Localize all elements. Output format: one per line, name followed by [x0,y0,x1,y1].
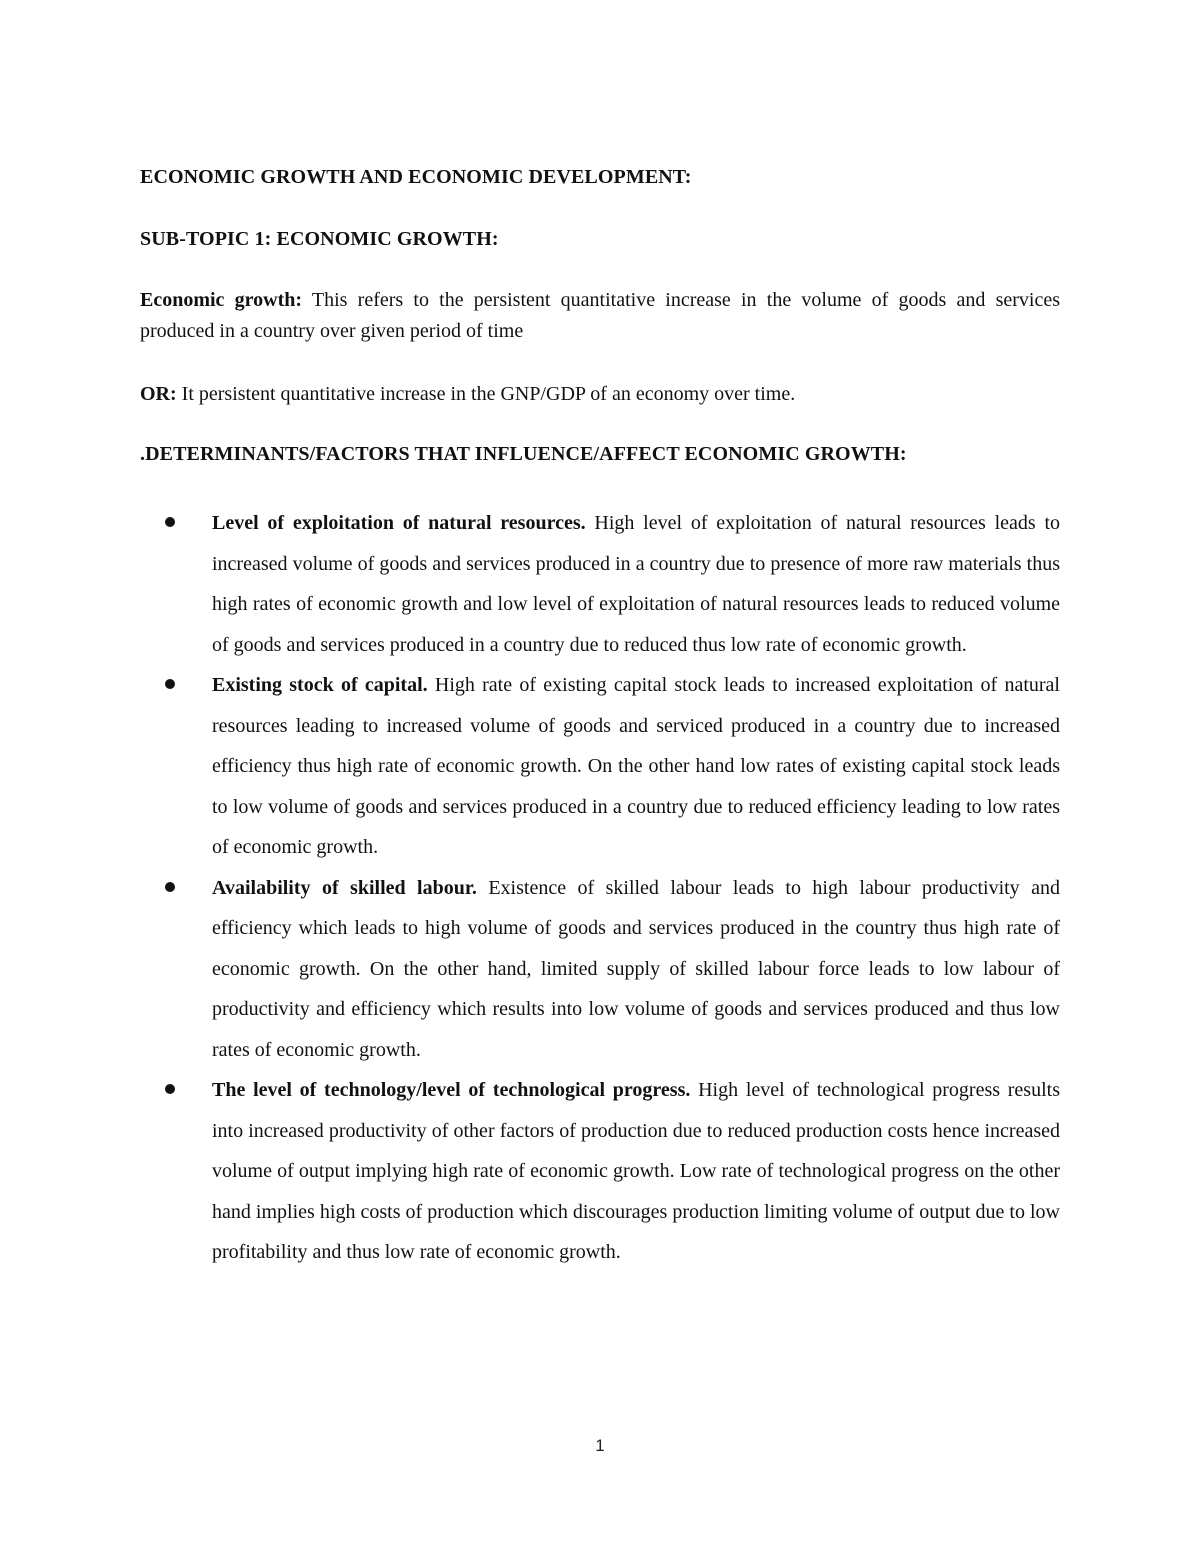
factor-title: Level of exploitation of natural resources. [212,512,586,534]
definition-term: Economic growth: [140,289,303,311]
bullet-icon [165,882,175,892]
list-item [140,868,1060,1071]
factor-text: High level of exploitation of natural resources leads to increased volume of goods and services produced in a country due to presence of more raw materials thus high rates of economic growth and low level of exploitation of natural resources leads to reduced volume of goods and services produced in a country due to reduced thus low rate of economic growth. [212,512,1061,656]
page-number: 1 [595,1436,605,1455]
definition-paragraph [140,285,1060,347]
alternative-text: It persistent quantitative increase in the GNP/GDP of an economy over time. [176,383,796,405]
list-item [140,503,1060,665]
alternative-term: OR: [140,383,177,405]
determinants-heading: .DETERMINANTS/FACTORS THAT INFLUENCE/AFFECT ECONOMIC GROWTH: [140,443,907,465]
factor-text: High rate of existing capital stock leads to increased exploitation of natural resources leading to increased volume of goods and serviced produced in a country due to increased efficiency thus high rate of economic growth. On the other hand low rates of existing capital stock leads to low volume of goods and services produced in a country due to reduced efficiency leading to low rates of economic growth. [212,674,1060,858]
factor-title: Availability of skilled labour. [212,876,477,899]
list-item [140,1070,1060,1273]
bullet-icon [165,1084,175,1094]
list-item [140,665,1060,868]
subtopic-heading: SUB-TOPIC 1: ECONOMIC GROWTH: [140,228,499,250]
determinants-list [140,503,1060,1273]
definition-text: This refers to the persistent quantitative increase in the volume of goods and services produced in a country over given period of time [140,289,1060,342]
document-title: ECONOMIC GROWTH AND ECONOMIC DEVELOPMENT: [140,166,692,188]
factor-title: Existing stock of capital. [212,674,428,696]
alternative-definition-paragraph [140,379,1060,410]
factor-text: Existence of skilled labour leads to high labour productivity and efficiency which leads to high volume of goods and services produced in the country thus high rate of economic growth. On the other hand, limited supply of skilled labour force leads to low labour of productivity and efficiency which results into low volume of goods and services produced and thus low rates of economic growth. [212,876,1060,1061]
factor-text: High level of technological progress results into increased productivity of other factors of production due to reduced production costs hence increased volume of output implying high rate of economic growth. Low rate of technological progress on the other hand implies high costs of production which discourages production limiting volume of output due to low profitability and thus low rate of economic growth. [212,1079,1060,1263]
factor-title: The level of technology/level of technological progress. [212,1079,691,1101]
bullet-icon [165,679,175,689]
bullet-icon [165,517,175,527]
